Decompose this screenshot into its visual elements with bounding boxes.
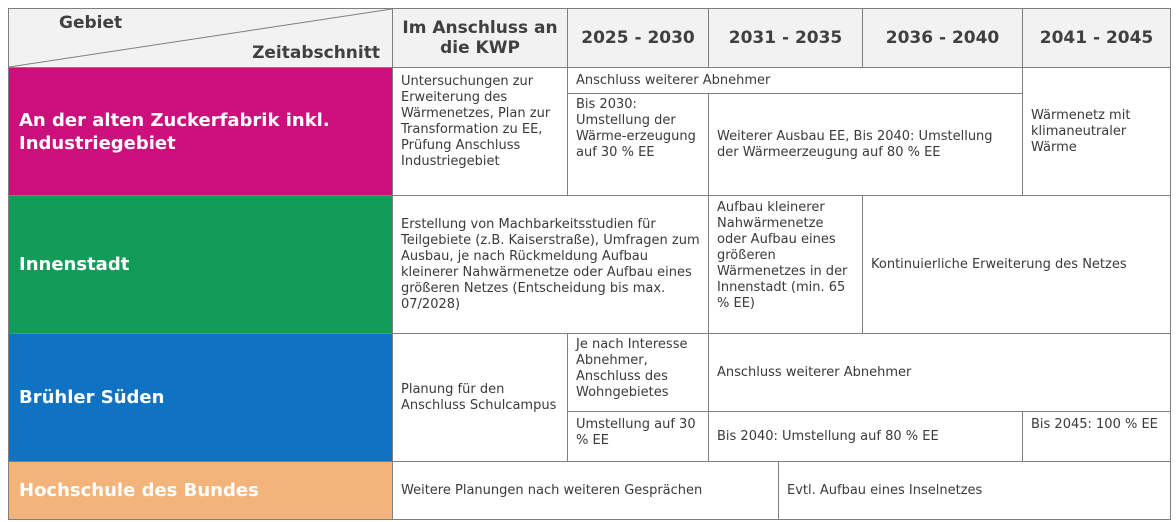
bruehler-kwp — [393, 334, 568, 462]
area-innenstadt — [9, 196, 393, 334]
header-2031-2035 — [709, 9, 863, 68]
bruehler-bis2040-text: Bis 2040: Umstellung auf 80 % EE — [717, 428, 939, 444]
innenstadt-kwp — [393, 196, 709, 334]
bruehler-umstellung-text: Umstellung auf 30 % EE — [576, 417, 696, 448]
header-kwp — [393, 9, 568, 68]
zuckerfabrik-bis2030-text: Bis 2030: Umstellung der Wärme-erzeugung auf 30 % EE — [576, 97, 696, 160]
zuckerfabrik-ausbau-text: Weiterer Ausbau EE, Bis 2040: Umstellung der Wärmeerzeugung auf 80 % EE — [717, 128, 993, 160]
zuckerfabrik-kwp — [393, 68, 568, 196]
header-2041-2045 — [1023, 9, 1170, 68]
bruehler-bis2045-text: Bis 2045: 100 % EE — [1031, 417, 1158, 432]
innenstadt-kwp-text: Erstellung von Machbarkeitsstudien für Teilgebiete (z.B. Kaiserstraße), Umfragen zum Ausbau, je nach Rückmeldung Aufbau kleinerer Nahwärmenetze oder Aufbau eines größeren Netzes (Entscheidung bis max. 07/2028) — [401, 216, 700, 312]
header-2025-2030-label: 2025 - 2030 — [581, 28, 695, 48]
bruehler-bis2040 — [709, 412, 1023, 462]
zuckerfabrik-kwp-text: Untersuchungen zur Erweiterung des Wärmenetzes, Plan zur Transformation zu EE, Prüfung Anschluss Industriegebiet — [401, 74, 551, 169]
innenstadt-erweiterung — [863, 196, 1170, 334]
zuckerfabrik-netz — [1023, 68, 1170, 196]
area-innenstadt-label: Innenstadt — [19, 254, 130, 275]
innenstadt-aufbau-text: Aufbau kleinerer Nahwärmenetze oder Aufbau eines größeren Wärmenetzes in der Innenstadt (min. 65 % EE) — [717, 200, 848, 311]
roadmap-table — [8, 8, 1171, 520]
header-2041-2045-label: 2041 - 2045 — [1039, 28, 1154, 48]
zuckerfabrik-netz-text: Wärmenetz mit klimaneutraler Wärme — [1031, 107, 1131, 155]
header-2036-2040-label: 2036 - 2040 — [885, 28, 1000, 48]
header-2031-2035-label: 2031 - 2035 — [728, 28, 843, 48]
hochschule-planungen — [393, 462, 779, 519]
zuckerfabrik-anschluss — [568, 68, 1023, 94]
zuckerfabrik-anschluss-text: Anschluss weiterer Abnehmer — [576, 72, 771, 88]
area-zuckerfabrik-label: An der alten Zuckerfabrik inkl. Industriegebiet — [19, 109, 330, 154]
header-2025-2030 — [568, 9, 709, 68]
area-bruehler-label: Brühler Süden — [19, 387, 165, 408]
area-zuckerfabrik — [9, 68, 393, 196]
innenstadt-aufbau — [709, 196, 863, 334]
bruehler-bis2045 — [1023, 412, 1170, 462]
corner-header-cell — [9, 9, 393, 68]
hochschule-planungen-text: Weitere Planungen nach weiteren Gesprächen — [401, 482, 703, 498]
header-kwp-label: Im Anschluss an die KWP — [402, 18, 558, 58]
area-hochschule-label: Hochschule des Bundes — [19, 480, 259, 501]
bruehler-interesse-text: Je nach Interesse Abnehmer, Anschluss des Wohngebietes — [576, 337, 688, 400]
corner-label-zeitabschnitt: Zeitabschnitt — [252, 43, 380, 63]
area-hochschule — [9, 462, 393, 519]
zuckerfabrik-bis2030 — [568, 94, 709, 196]
zuckerfabrik-ausbau — [709, 94, 1023, 196]
bruehler-anschluss — [709, 334, 1170, 412]
bruehler-interesse — [568, 334, 709, 412]
header-2036-2040 — [863, 9, 1023, 68]
bruehler-umstellung — [568, 412, 709, 462]
corner-label-gebiet: Gebiet — [59, 13, 123, 33]
innenstadt-erweiterung-text: Kontinuierliche Erweiterung des Netzes — [871, 256, 1127, 272]
hochschule-inselnetz-text: Evtl. Aufbau eines Inselnetzes — [787, 482, 983, 498]
bruehler-kwp-text: Planung für den Anschluss Schulcampus — [401, 381, 557, 413]
hochschule-inselnetz — [779, 462, 1170, 519]
bruehler-anschluss-text: Anschluss weiterer Abnehmer — [717, 364, 912, 380]
area-bruehler-sueden — [9, 334, 393, 462]
